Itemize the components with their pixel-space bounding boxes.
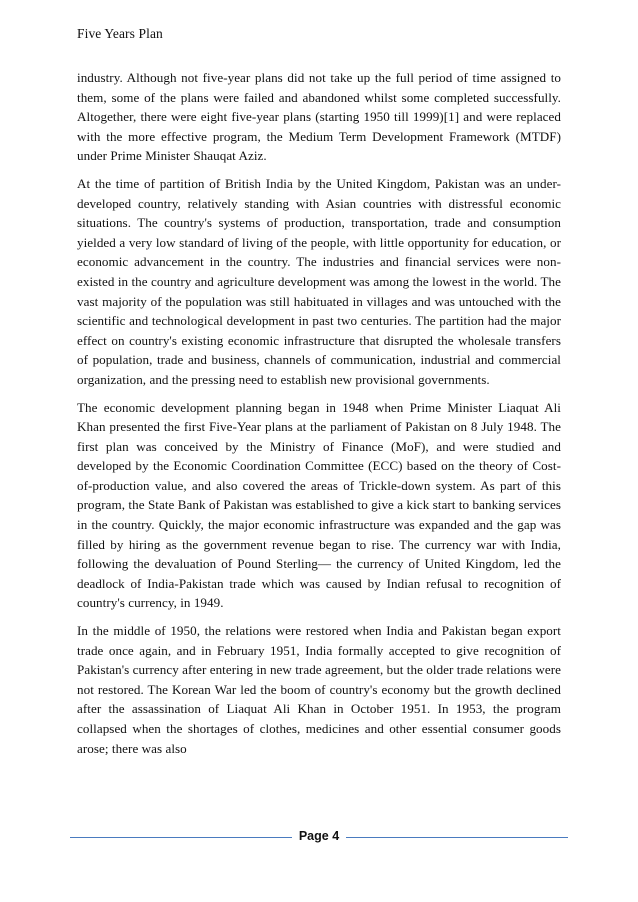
page-footer: [70, 828, 568, 848]
footer-rule-right: [346, 837, 568, 838]
page-header-title: Five Years Plan: [77, 26, 163, 41]
paragraph-2: At the time of partition of British India by the United Kingdom, Pakistan was an under-developed country, relatively standing with Asian countries with distressful economic situations. The country's systems of production, transportation, trade and consumption yielded a very low standard of living of the people, with little opportunity for education, or economic advancement in the country. The industries and financial services were non-existed in the country and agriculture development was among the lowest in the world. The vast majority of the population was still habituated in villages and was untouched with the scientific and technological development in past two centuries. The partition had the major effect on country's existing economic infrastructure that disrupted the wholesale transfers of population, trade and business, channels of communication, industrial and commercial organization, and the pressing need to establish new provisional governments.: [77, 175, 561, 387]
paragraph-1: industry. Although not five-year plans did not take up the full period of time assigned to them, some of the plans were failed and abandoned whilst some completed successfully. Altogether, there were eight five-year plans (starting 1950 till 1999)[1] and were replaced with the more effective program, the Medium Term Development Framework (MTDF) under Prime Minister Shauqat Aziz.: [77, 70, 561, 164]
paragraph-3: The economic development planning began in 1948 when Prime Minister Liaquat Ali Khan presented the first Five-Year plans at the parliament of Pakistan on 8 July 1948. The first plan was conceived by the Ministry of Finance (MoF), and were studied and developed by the Economic Coordination Committee (ECC) based on the theory of Cost-of-production value, and also covered the areas of Trickle-down system. As part of this program, the State Bank of Pakistan was established to give a kick start to banking services in the country. Quickly, the major economic infrastructure was expanded and the gap was filled by hiring as the government revenue began to rise. The currency war with India, following the devaluation of Pound Sterling— the currency of United Kingdom, led the deadlock of India-Pakistan trade which was caused by Indian refusal to recognition of country's currency, in 1949.: [77, 399, 561, 611]
paragraph-4: In the middle of 1950, the relations were restored when India and Pakistan began export trade once again, and in February 1951, India formally accepted to give recognition of Pakistan's currency after entering in new trade agreement, but the older trade relations were not restored. The Korean War led the boom of country's economy but the growth declined after the assassination of Liaquat Ali Khan in October 1951. In 1953, the program collapsed when the shortages of clothes, medicines and other essential consumer goods arose; there was also: [77, 623, 561, 756]
document-body: [77, 68, 561, 766]
page-number: Page 4: [298, 829, 340, 843]
